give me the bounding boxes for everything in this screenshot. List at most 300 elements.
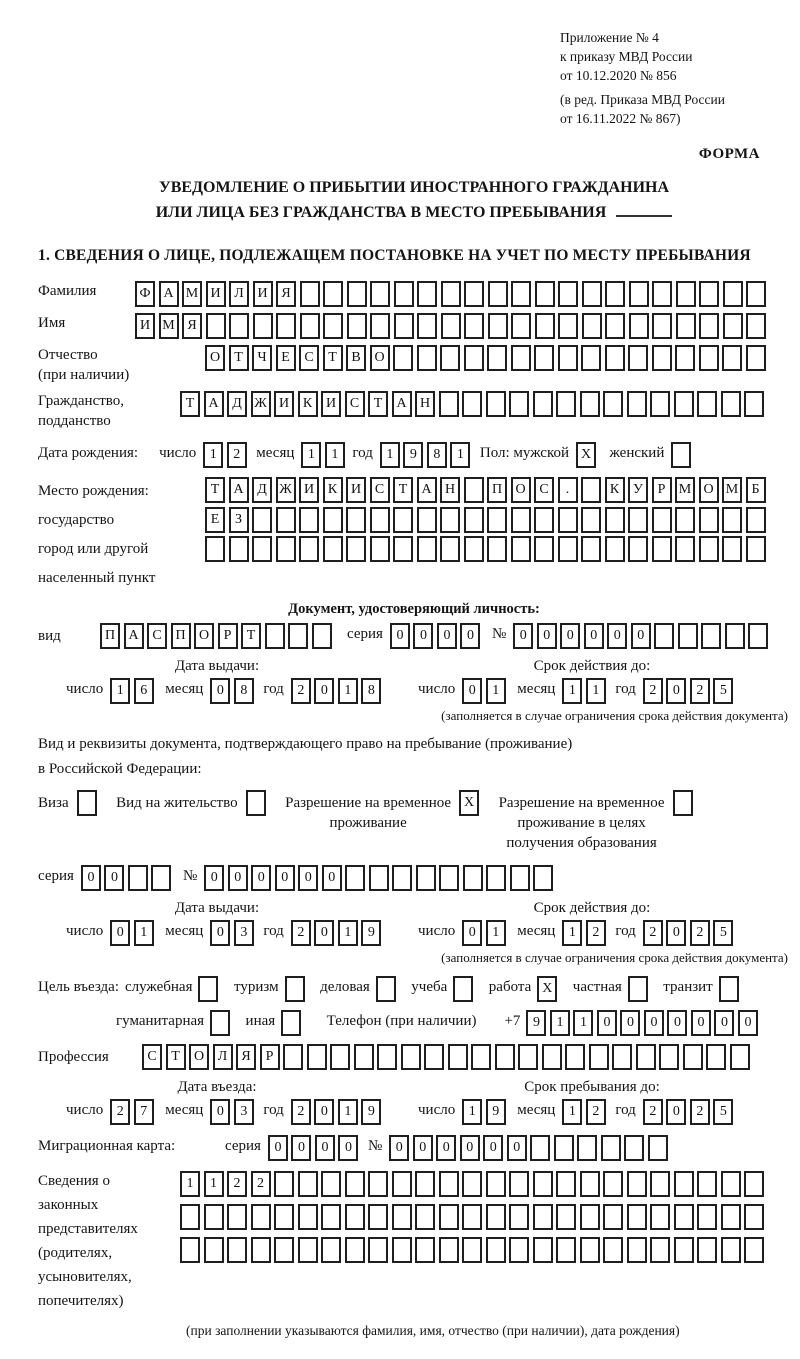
form-cell [370,281,390,307]
form-cell [533,1171,553,1197]
form-cell: 0 [389,1135,409,1161]
form-cell: И [346,477,366,503]
form-cell: П [100,623,120,649]
res-series-label: серия [38,868,74,884]
form-cell [299,536,319,562]
entry-dates-headers [38,1079,790,1096]
form-cell: 1 [204,1171,224,1197]
form-cell: X [537,976,557,1002]
form-cell [699,313,719,339]
form-cell [580,1171,600,1197]
purpose-study-checkbox [453,976,477,1002]
form-cell: 2 [643,920,663,946]
form-cell [624,1135,644,1161]
form-cell [628,976,648,1002]
form-cell: 1 [562,678,582,704]
mig-series-cells [268,1135,362,1161]
form-cell: 2 [227,1171,247,1197]
form-cell [603,1204,623,1230]
form-cell [675,536,695,562]
appendix-block [560,28,790,128]
purpose-humanitarian-checkbox [210,1010,234,1036]
form-cell: 0 [315,1135,335,1161]
form-cell [558,345,578,371]
month-label: месяц [256,445,295,461]
form-cell: 0 [81,865,101,891]
representatives-cells-1 [180,1171,768,1197]
form-cell [533,1237,553,1263]
form-cell [706,1044,726,1070]
form-cell [394,313,414,339]
form-cell [276,536,296,562]
form-cell: И [135,313,155,339]
entry-purpose-row [38,976,790,1002]
form-cell: 0 [437,623,457,649]
form-cell [580,1237,600,1263]
form-cell [486,1204,506,1230]
form-cell: 0 [314,1099,334,1125]
form-cell [392,865,412,891]
profession-row [38,1044,790,1070]
form-cell [274,1237,294,1263]
form-cell: 0 [537,623,557,649]
appendix-line-1: Приложение № 4 [560,30,659,45]
form-cell [285,976,305,1002]
form-cell [300,281,320,307]
form-cell: И [299,477,319,503]
year-label: год [352,445,373,461]
form-cell: 0 [390,623,410,649]
form-cell: С [534,477,554,503]
form-cell: К [298,391,318,417]
form-cell [554,1135,574,1161]
form-cell [253,313,273,339]
form-cell [417,313,437,339]
form-cell [628,345,648,371]
form-cell [581,507,601,533]
form-cell: П [171,623,191,649]
form-cell: Т [393,477,413,503]
day-label: число [418,681,456,697]
form-cell: 0 [738,1010,758,1036]
form-cell [674,1237,694,1263]
form-cell: М [182,281,202,307]
form-cell: 2 [643,678,663,704]
form-cell [323,281,343,307]
form-cell: 5 [713,920,733,946]
form-cell [719,976,739,1002]
month-label: месяц [517,1102,556,1118]
form-cell [697,1171,717,1197]
form-cell [627,1171,647,1197]
form-cell [721,391,741,417]
form-cell: 5 [713,678,733,704]
res-valid-until-label: Срок действия до: [533,900,651,916]
temp-residence-edu-checkbox [673,790,697,816]
birth-year-cells [380,442,474,468]
form-cell [605,345,625,371]
form-cell [683,1044,703,1070]
form-cell [603,1171,623,1197]
form-cell [744,1237,764,1263]
form-cell: К [323,477,343,503]
purpose-business-checkbox [376,976,400,1002]
month-label: месяц [165,681,204,697]
form-cell [394,281,414,307]
residence-doc-options-row [38,790,790,853]
form-cell: 0 [228,865,248,891]
form-cell: Б [746,477,766,503]
form-cell: 2 [690,1099,710,1125]
purpose-tourism-checkbox [285,976,309,1002]
form-cell [627,1237,647,1263]
form-cell: 8 [361,678,381,704]
form-cell [347,281,367,307]
birth-place-label: Место рождения: государство город или другой населенный пункт [38,483,156,586]
form-cell [676,281,696,307]
representatives-note: (при заполнении указываются фамилия, имя, отчество (при наличии), дата рождения) [186,1323,680,1338]
form-cell [274,1171,294,1197]
form-cell [198,976,218,1002]
form-cell [486,391,506,417]
form-cell: 0 [322,865,342,891]
purpose-official-label: служебная [124,979,193,995]
migration-card-label: Миграционная карта: [38,1138,176,1154]
form-cell [392,1237,412,1263]
form-cell: 3 [234,1099,254,1125]
form-cell [744,1204,764,1230]
form-cell [744,1171,764,1197]
form-cell: 0 [607,623,627,649]
purpose-work-checkbox [537,976,561,1002]
form-cell: Т [205,477,225,503]
form-cell: И [274,391,294,417]
form-cell [486,865,506,891]
form-cell: 2 [643,1099,663,1125]
form-cell: 0 [268,1135,288,1161]
entry-month-cells [210,1099,257,1125]
form-cell [721,1237,741,1263]
form-cell [274,1204,294,1230]
purpose-business-label: деловая [320,979,370,995]
form-cell [298,1171,318,1197]
form-cell [439,1237,459,1263]
visa-option [38,790,100,816]
form-cell: 2 [586,920,606,946]
form-cell [276,313,296,339]
patronymic-row [38,345,790,385]
form-cell [393,507,413,533]
day-label: число [66,681,104,697]
form-cell [558,281,578,307]
form-cell [401,1044,421,1070]
form-cell [746,345,766,371]
form-cell [252,507,272,533]
form-cell [307,1044,327,1070]
form-cell [453,976,473,1002]
form-cell: 0 [644,1010,664,1036]
identity-doc-heading: Документ, удостоверяющий личность: [288,601,540,617]
form-title-line1: УВЕДОМЛЕНИЕ О ПРИБЫТИИ ИНОСТРАННОГО ГРАЖДАНИНА [158,179,670,196]
mig-series-label: серия [225,1138,261,1154]
day-label: число [418,923,456,939]
form-cell [464,281,484,307]
doc-valid-year-cells [643,678,737,704]
form-cell [440,345,460,371]
form-cell: 0 [210,920,230,946]
form-cell [347,313,367,339]
form-cell [699,345,719,371]
form-cell [518,1044,538,1070]
form-cell [393,536,413,562]
form-cell [206,313,226,339]
appendix-line-3: от 10.12.2020 № 856 [560,68,677,83]
doc-type-label: вид [38,628,61,644]
form-cell [417,507,437,533]
citizenship-cells [180,391,768,417]
phone-label: Телефон (при наличии) [326,1013,477,1029]
form-cell [180,1237,200,1263]
appendix-line-5: от 16.11.2022 № 867) [560,111,681,126]
form-cell [370,536,390,562]
form-cell [439,1171,459,1197]
form-cell: Т [229,345,249,371]
month-label: месяц [517,923,556,939]
form-cell [77,790,97,816]
purpose-transit-checkbox [719,976,743,1002]
form-cell [276,507,296,533]
stay-month-cells [562,1099,609,1125]
doc-type-cells [100,623,335,649]
form-cell: Л [213,1044,233,1070]
form-title [38,175,790,225]
form-cell [415,1237,435,1263]
form-cell: Н [440,477,460,503]
form-cell [299,507,319,533]
phone-cells [526,1010,761,1036]
form-cell [354,1044,374,1070]
form-cell [533,1204,553,1230]
form-cell [439,391,459,417]
form-cell [580,1204,600,1230]
stay-until-label: Срок пребывания до: [524,1079,660,1095]
surname-row [38,281,790,307]
form-cell: Ч [252,345,272,371]
form-cell [128,865,148,891]
form-cell [556,1237,576,1263]
form-cell [392,1171,412,1197]
form-cell: 0 [298,865,318,891]
form-cell: О [194,623,214,649]
form-cell [417,281,437,307]
form-cell: 1 [134,920,154,946]
day-label: число [66,1102,104,1118]
form-cell [558,507,578,533]
form-cell [556,1171,576,1197]
patronymic-cells [205,345,769,371]
form-cell [659,1044,679,1070]
form-cell [488,281,508,307]
form-cell [346,536,366,562]
form-cell [676,313,696,339]
doc-dates-headers [38,658,790,675]
representatives-label: Сведения о законных представителях (родителях, усыновителях, попечителях) [38,1173,138,1309]
title-blank-line [616,201,672,217]
year-label: год [263,1102,284,1118]
form-cell [530,1135,550,1161]
form-cell: И [253,281,273,307]
form-cell: 0 [631,623,651,649]
form-cell: X [459,790,479,816]
form-cell: 0 [110,920,130,946]
year-label: год [615,681,636,697]
birth-day-cells [203,442,250,468]
res-issue-date-label: Дата выдачи: [174,900,260,916]
form-cell [464,345,484,371]
form-cell: К [605,477,625,503]
form-cell: 1 [338,920,358,946]
purpose-work-label: работа [488,979,532,995]
form-cell: Т [180,391,200,417]
form-cell: 1 [203,442,223,468]
form-cell [699,507,719,533]
form-cell [392,1204,412,1230]
form-cell [650,1204,670,1230]
form-cell [300,313,320,339]
form-cell: 0 [462,920,482,946]
form-cell: Ж [251,391,271,417]
form-cell [251,1237,271,1263]
res-issue-day-cells [110,920,157,946]
form-cell [603,391,623,417]
form-cell [345,1237,365,1263]
form-cell [650,391,670,417]
form-cell [629,281,649,307]
form-cell: 6 [134,678,154,704]
form-cell [486,1171,506,1197]
doc-issue-day-cells [110,678,157,704]
form-cell [511,536,531,562]
form-cell: Л [229,281,249,307]
form-cell [440,536,460,562]
surname-label: Фамилия [38,283,97,299]
form-cell [511,345,531,371]
form-cell: 0 [314,920,334,946]
form-cell [652,313,672,339]
form-cell [283,1044,303,1070]
form-cell: 0 [314,678,334,704]
form-cell: З [229,507,249,533]
form-cell: 0 [691,1010,711,1036]
doc-issue-year-cells [291,678,385,704]
form-cell: О [370,345,390,371]
mig-number-cells [389,1135,671,1161]
form-cell [288,623,308,649]
form-cell: 0 [507,1135,527,1161]
form-cell [581,477,601,503]
form-cell: М [675,477,695,503]
doc-number-cells [513,623,772,649]
entry-year-cells [291,1099,385,1125]
form-cell [345,865,365,891]
form-cell: 1 [338,1099,358,1125]
form-cell [323,313,343,339]
form-cell [509,1204,529,1230]
form-cell [535,313,555,339]
temp-residence-checkbox [459,790,483,816]
form-cell: 0 [338,1135,358,1161]
forma-label: ФОРМА [698,146,760,162]
form-cell [330,1044,350,1070]
form-cell: О [511,477,531,503]
purpose-other-label: иная [245,1013,276,1029]
form-cell [204,1204,224,1230]
form-cell: Д [227,391,247,417]
form-cell: П [487,477,507,503]
form-cell [746,507,766,533]
form-cell: 1 [486,678,506,704]
res-valid-month-cells [562,920,609,946]
form-cell [376,976,396,1002]
sex-female-checkbox [671,442,695,468]
visa-label: Виза [38,795,69,811]
birth-place-row [38,477,790,593]
form-cell: 0 [462,678,482,704]
residence-permit-checkbox [246,790,270,816]
form-cell: 1 [450,442,470,468]
form-cell [605,536,625,562]
form-cell [748,623,768,649]
birth-date-row [38,442,790,468]
form-cell [439,865,459,891]
form-cell: А [229,477,249,503]
temp-residence-option [285,790,482,833]
form-cell [627,391,647,417]
res-number-cells [204,865,557,891]
form-cell [229,313,249,339]
form-cell [636,1044,656,1070]
form-cell [671,442,691,468]
form-cell [298,1204,318,1230]
form-cell [368,1237,388,1263]
form-cell: 1 [301,442,321,468]
form-cell [439,1204,459,1230]
form-cell: 0 [413,1135,433,1161]
form-cell [721,1171,741,1197]
form-cell: 0 [666,920,686,946]
form-cell [723,313,743,339]
form-cell [744,391,764,417]
form-cell: Ф [135,281,155,307]
sex-male-label: Пол: мужской [479,445,570,461]
form-cell [652,281,672,307]
form-cell [605,313,625,339]
form-cell: 0 [436,1135,456,1161]
day-label: число [418,1102,456,1118]
doc-valid-day-cells [462,678,509,704]
form-cell: 0 [460,1135,480,1161]
entry-dates-row [38,1099,790,1125]
form-cell [416,865,436,891]
form-cell: . [558,477,578,503]
birth-place-cells-2 [205,507,769,533]
patronymic-label: Отчество (при наличии) [38,347,130,383]
form-cell: 9 [361,1099,381,1125]
form-cell: 3 [234,920,254,946]
representatives-cells-3 [180,1237,768,1263]
form-cell: С [345,391,365,417]
form-cell: 0 [666,1099,686,1125]
